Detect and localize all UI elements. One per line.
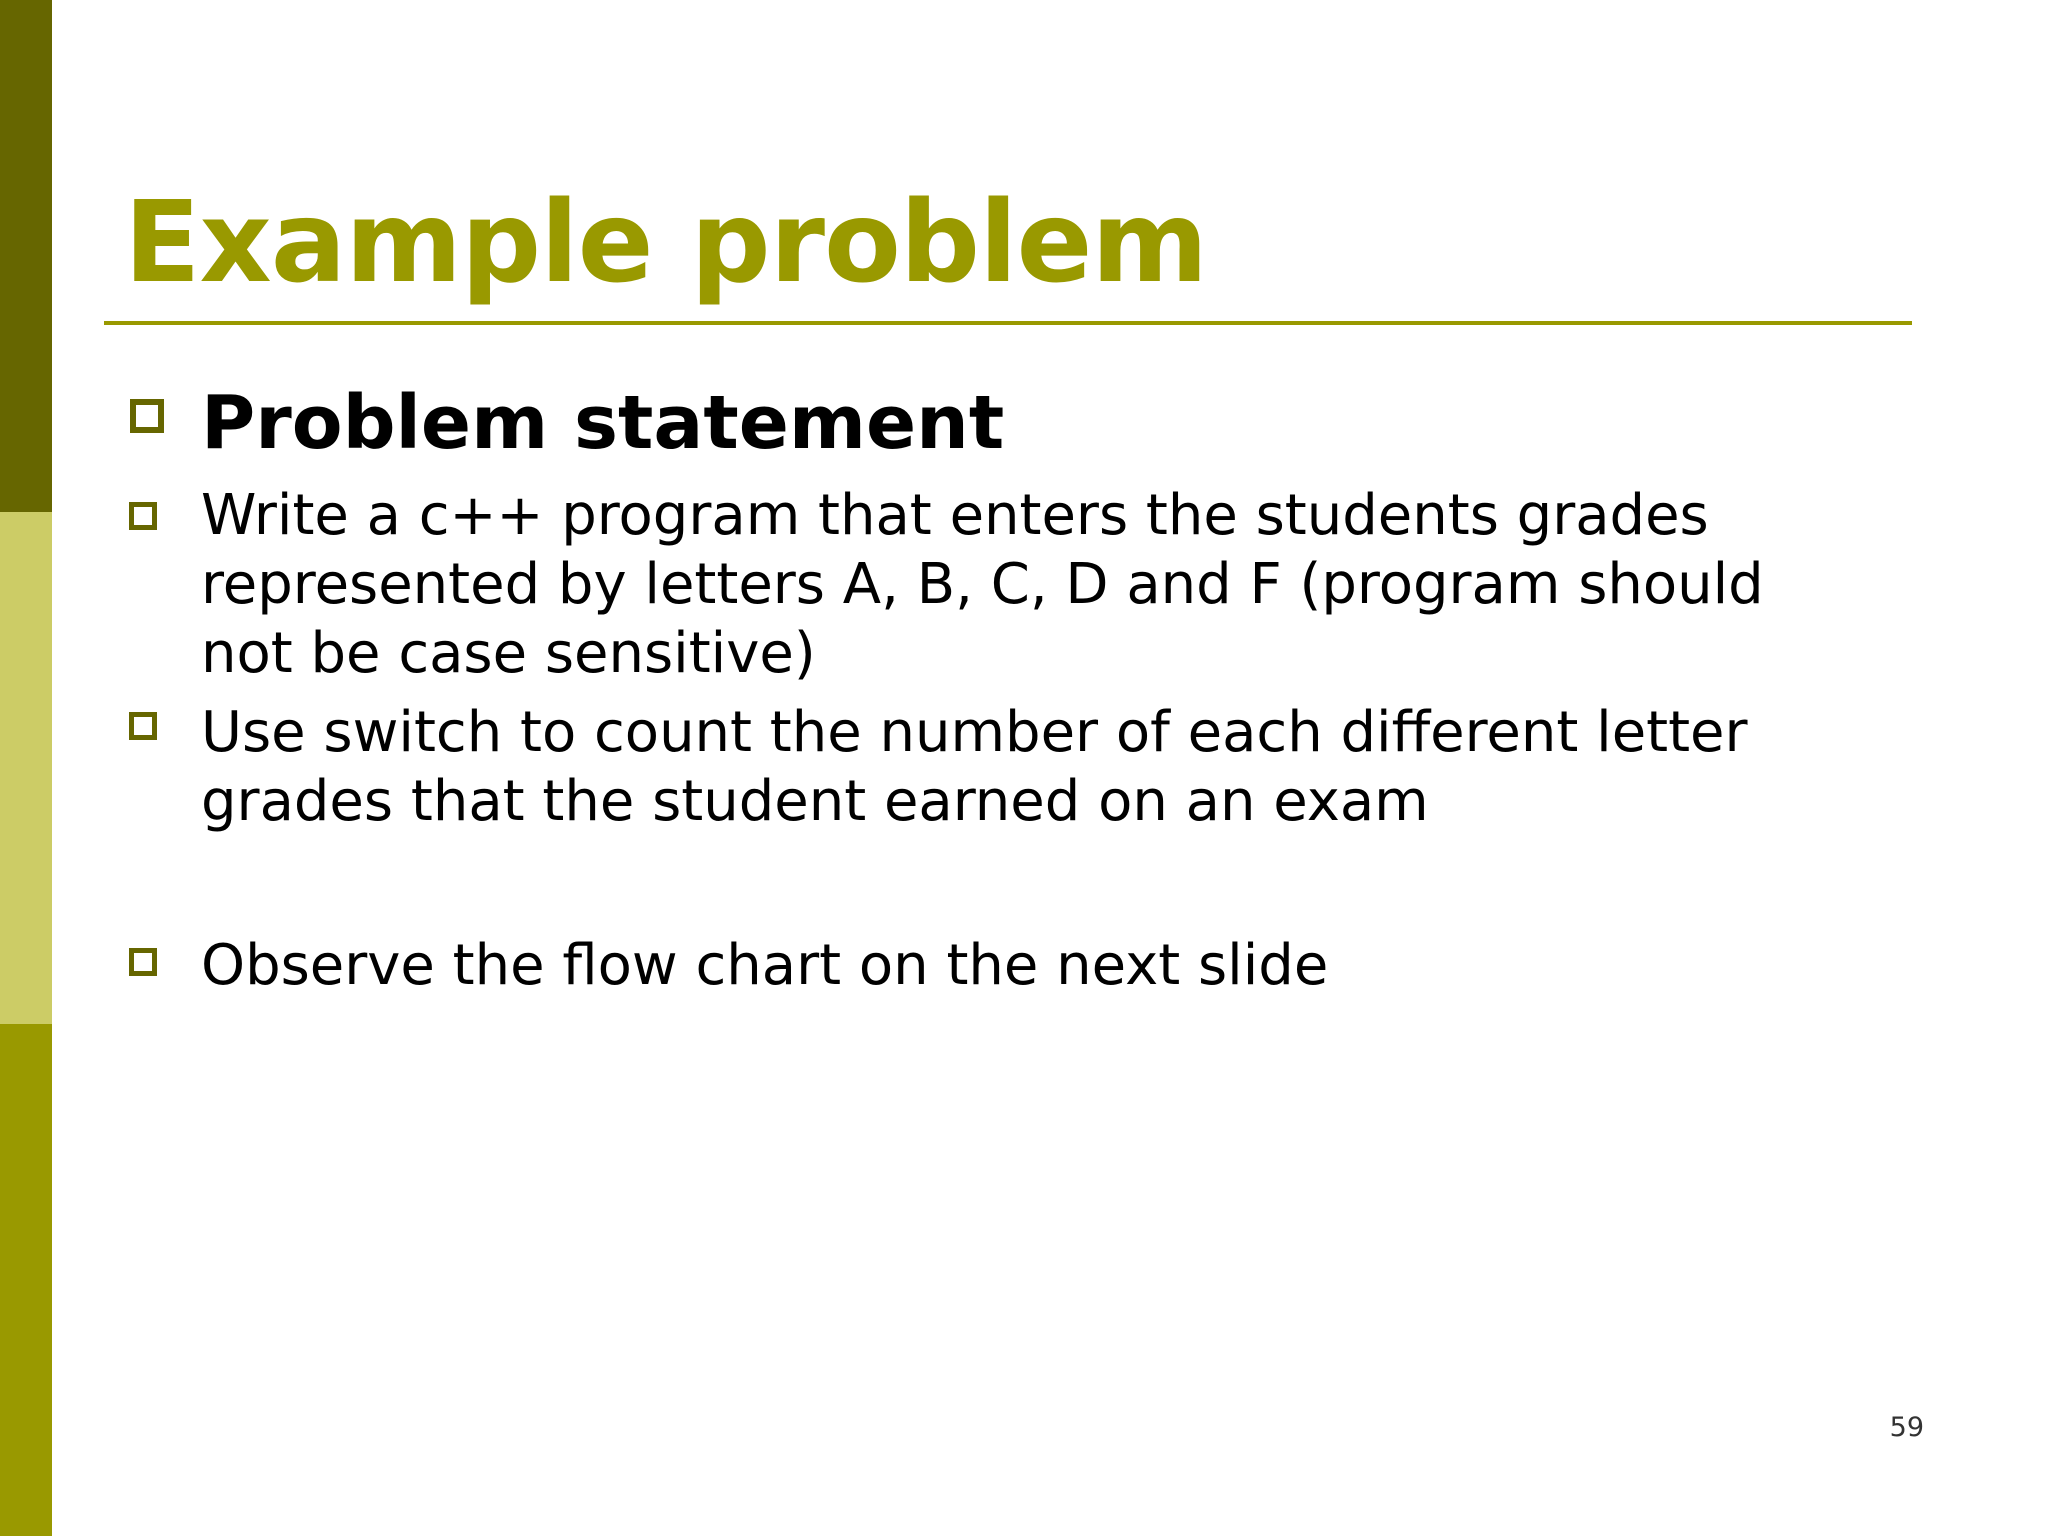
side-bar-light [0,512,52,1024]
section-heading: Problem statement [201,380,1005,466]
page-number: 59 [1889,1412,1924,1443]
side-bar-olive [0,1024,52,1536]
hollow-square-icon [129,948,157,976]
bullet-item: Observe the flow chart on the next slide [201,933,1329,998]
slide-title: Example problem [124,178,1208,308]
side-bar-dark [0,0,52,512]
title-divider [104,321,1912,325]
hollow-square-icon [129,502,157,530]
hollow-square-icon [129,712,157,740]
bullet-item: Use switch to count the number of each different letter grades that the student earned on an exam [201,700,1748,834]
hollow-square-icon [130,399,164,433]
bullet-item: Write a c++ program that enters the students grades represented by letters A, B, C, D and F (program should not be case sensitive) [201,483,1764,686]
